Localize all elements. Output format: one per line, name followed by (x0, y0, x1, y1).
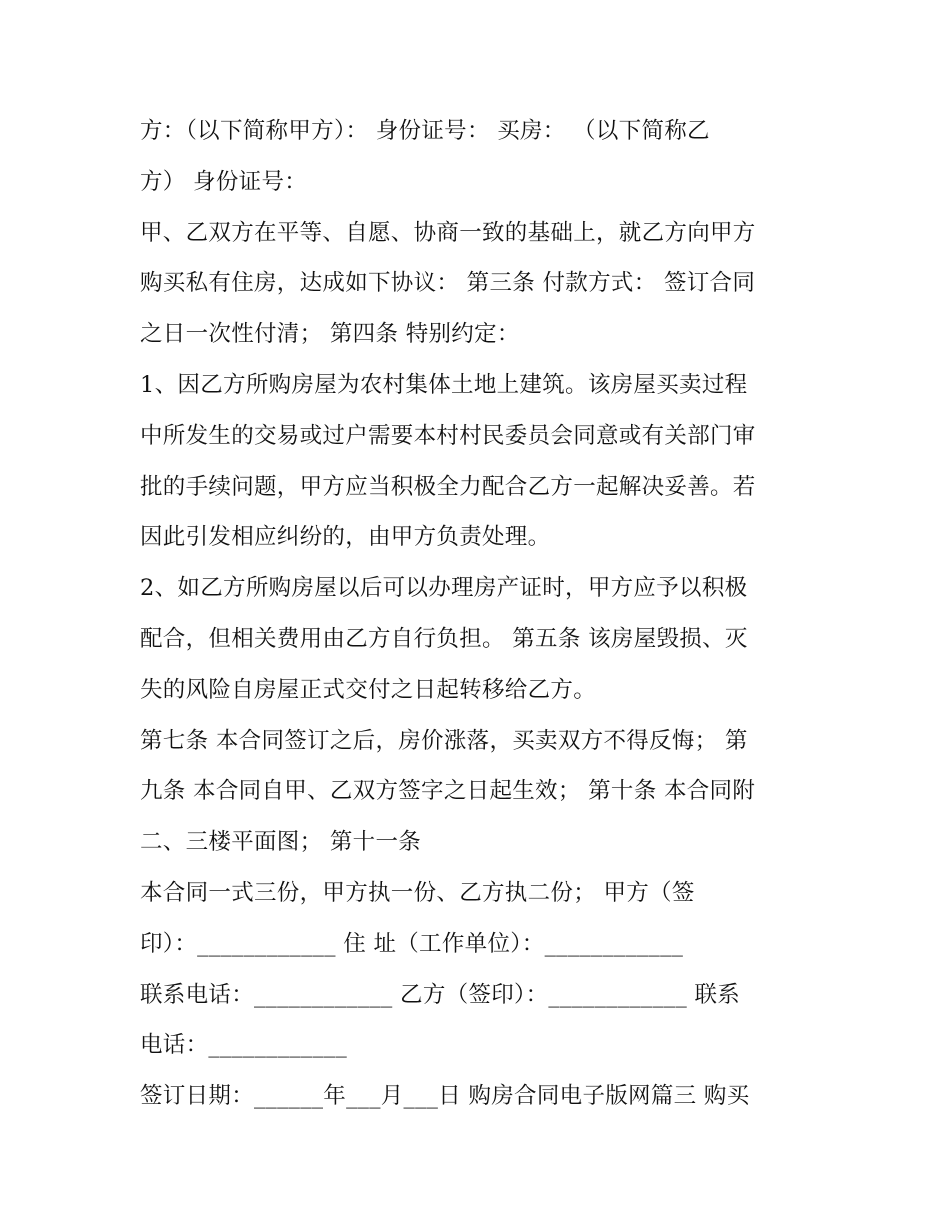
text-line-7: 中所发生的交易或过户需要本村村民委员会同意或有关部门审 (140, 422, 756, 449)
text-line-17: 印）：____________ 住 址（工作单位）：____________ (140, 930, 684, 957)
text-line-12: 失的风险自房屋正式交付之日起转移给乙方。 (140, 676, 597, 703)
text-line-9: 因此引发相应纠纷的，由甲方负责处理。 (140, 524, 551, 551)
text-line-11: 配合，但相关费用由乙方自行负担。 第五条 该房屋毁损、灭 (140, 625, 748, 652)
text-line-16: 本合同一式三份，甲方执一份、乙方执二份； 甲方（签 (140, 879, 695, 906)
text-line-19: 电话：____________ (140, 1032, 347, 1059)
text-line-8: 批的手续问题，甲方应当积极全力配合乙方一起解决妥善。若 (140, 473, 756, 500)
text-line-13: 第七条 本合同签订之后，房价涨落，买卖双方不得反悔； 第 (140, 727, 748, 754)
contract-text (140, 106, 820, 1122)
text-line-6: 1、因乙方所购房屋为农村集体土地上建筑。该房屋买卖过程 (140, 371, 748, 398)
text-line-3: 甲、乙双方在平等、自愿、协商一致的基础上，就乙方向甲方 (140, 219, 756, 246)
text-line-4: 购买私有住房，达成如下协议： 第三条 付款方式： 签订合同 (140, 270, 756, 297)
text-line-15: 二、三楼平面图； 第十一条 (140, 829, 422, 856)
text-line-20: 签订日期：______年___月___日 购房合同电子版网篇三 购买 (140, 1083, 750, 1110)
text-line-10: 2、如乙方所购房屋以后可以办理房产证时，甲方应予以积极 (140, 575, 748, 602)
text-line-14: 九条 本合同自甲、乙双方签字之日起生效； 第十条 本合同附 (140, 778, 756, 805)
text-line-2: 方） 身份证号： (140, 168, 308, 195)
text-line-18: 联系电话：____________ 乙方（签印）：____________ 联系 (140, 981, 741, 1008)
text-line-1: 方：（以下简称甲方）： 身份证号： 买房： （以下简称乙 (140, 118, 710, 144)
text-line-5: 之日一次性付清； 第四条 特别约定： (140, 321, 520, 348)
